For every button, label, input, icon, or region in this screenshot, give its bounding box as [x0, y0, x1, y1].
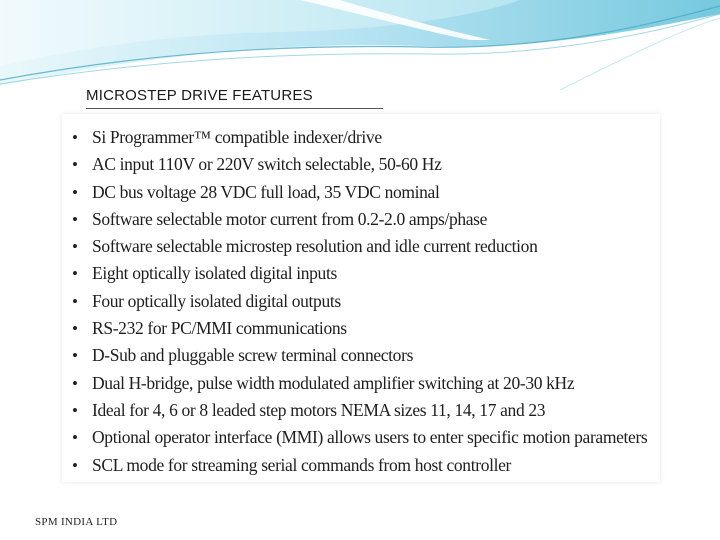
- list-item: [70, 260, 647, 287]
- bullet-icon: •: [72, 209, 78, 229]
- bullet-icon: •: [72, 346, 78, 366]
- bullet-icon: •: [72, 319, 78, 339]
- bullet-icon: •: [72, 237, 78, 257]
- bullet-icon: •: [72, 128, 78, 147]
- list-item: [70, 370, 647, 397]
- list-item: [70, 206, 647, 233]
- list-item: [70, 342, 647, 369]
- list-item: [70, 233, 647, 260]
- list-item: [70, 124, 647, 151]
- bullet-icon: •: [72, 373, 78, 393]
- feature-text: Ideal for 4, 6 or 8 leaded step motors NEMA sizes 11, 14, 17 and 23: [92, 399, 546, 420]
- feature-text: Optional operator interface (MMI) allows users to enter specific motion parameters: [92, 427, 648, 448]
- list-item: [70, 288, 647, 315]
- list-item: [70, 397, 647, 424]
- bullet-icon: •: [72, 455, 78, 475]
- footer-company-name: SPM INDIA LTD: [35, 516, 118, 528]
- slide-title: MICROSTEP DRIVE FEATURES: [86, 87, 313, 104]
- feature-text: Software selectable microstep resolution and idle current reduction: [92, 236, 538, 257]
- list-item: [70, 151, 647, 178]
- bullet-icon: •: [72, 182, 78, 202]
- bullet-icon: •: [72, 400, 78, 420]
- feature-text: D-Sub and pluggable screw terminal connectors: [92, 345, 414, 366]
- list-item: [70, 315, 647, 342]
- list-item: [70, 452, 647, 479]
- feature-text: Eight optically isolated digital inputs: [92, 263, 337, 284]
- bullet-icon: •: [72, 291, 78, 311]
- bullet-icon: •: [72, 155, 78, 175]
- list-item: [70, 424, 647, 451]
- feature-text: AC input 110V or 220V switch selectable, 50-60 Hz: [92, 154, 442, 175]
- feature-text: RS-232 for PC/MMI communications: [92, 318, 347, 339]
- feature-list: [70, 124, 647, 479]
- list-item: [70, 179, 647, 206]
- feature-text: SCL mode for streaming serial commands from host controller: [92, 454, 512, 475]
- bullet-icon: •: [72, 428, 78, 448]
- feature-text: DC bus voltage 28 VDC full load, 35 VDC nominal: [92, 181, 440, 202]
- header-wave-decoration: [0, 0, 720, 90]
- feature-text: Si Programmer™ compatible indexer/drive: [92, 127, 382, 147]
- bullet-icon: •: [72, 264, 78, 284]
- feature-text: Dual H-bridge, pulse width modulated amplifier switching at 20-30 kHz: [92, 372, 575, 393]
- feature-text: Software selectable motor current from 0.2-2.0 amps/phase: [92, 208, 488, 229]
- feature-text: Four optically isolated digital outputs: [92, 290, 341, 311]
- title-underline: [86, 108, 383, 109]
